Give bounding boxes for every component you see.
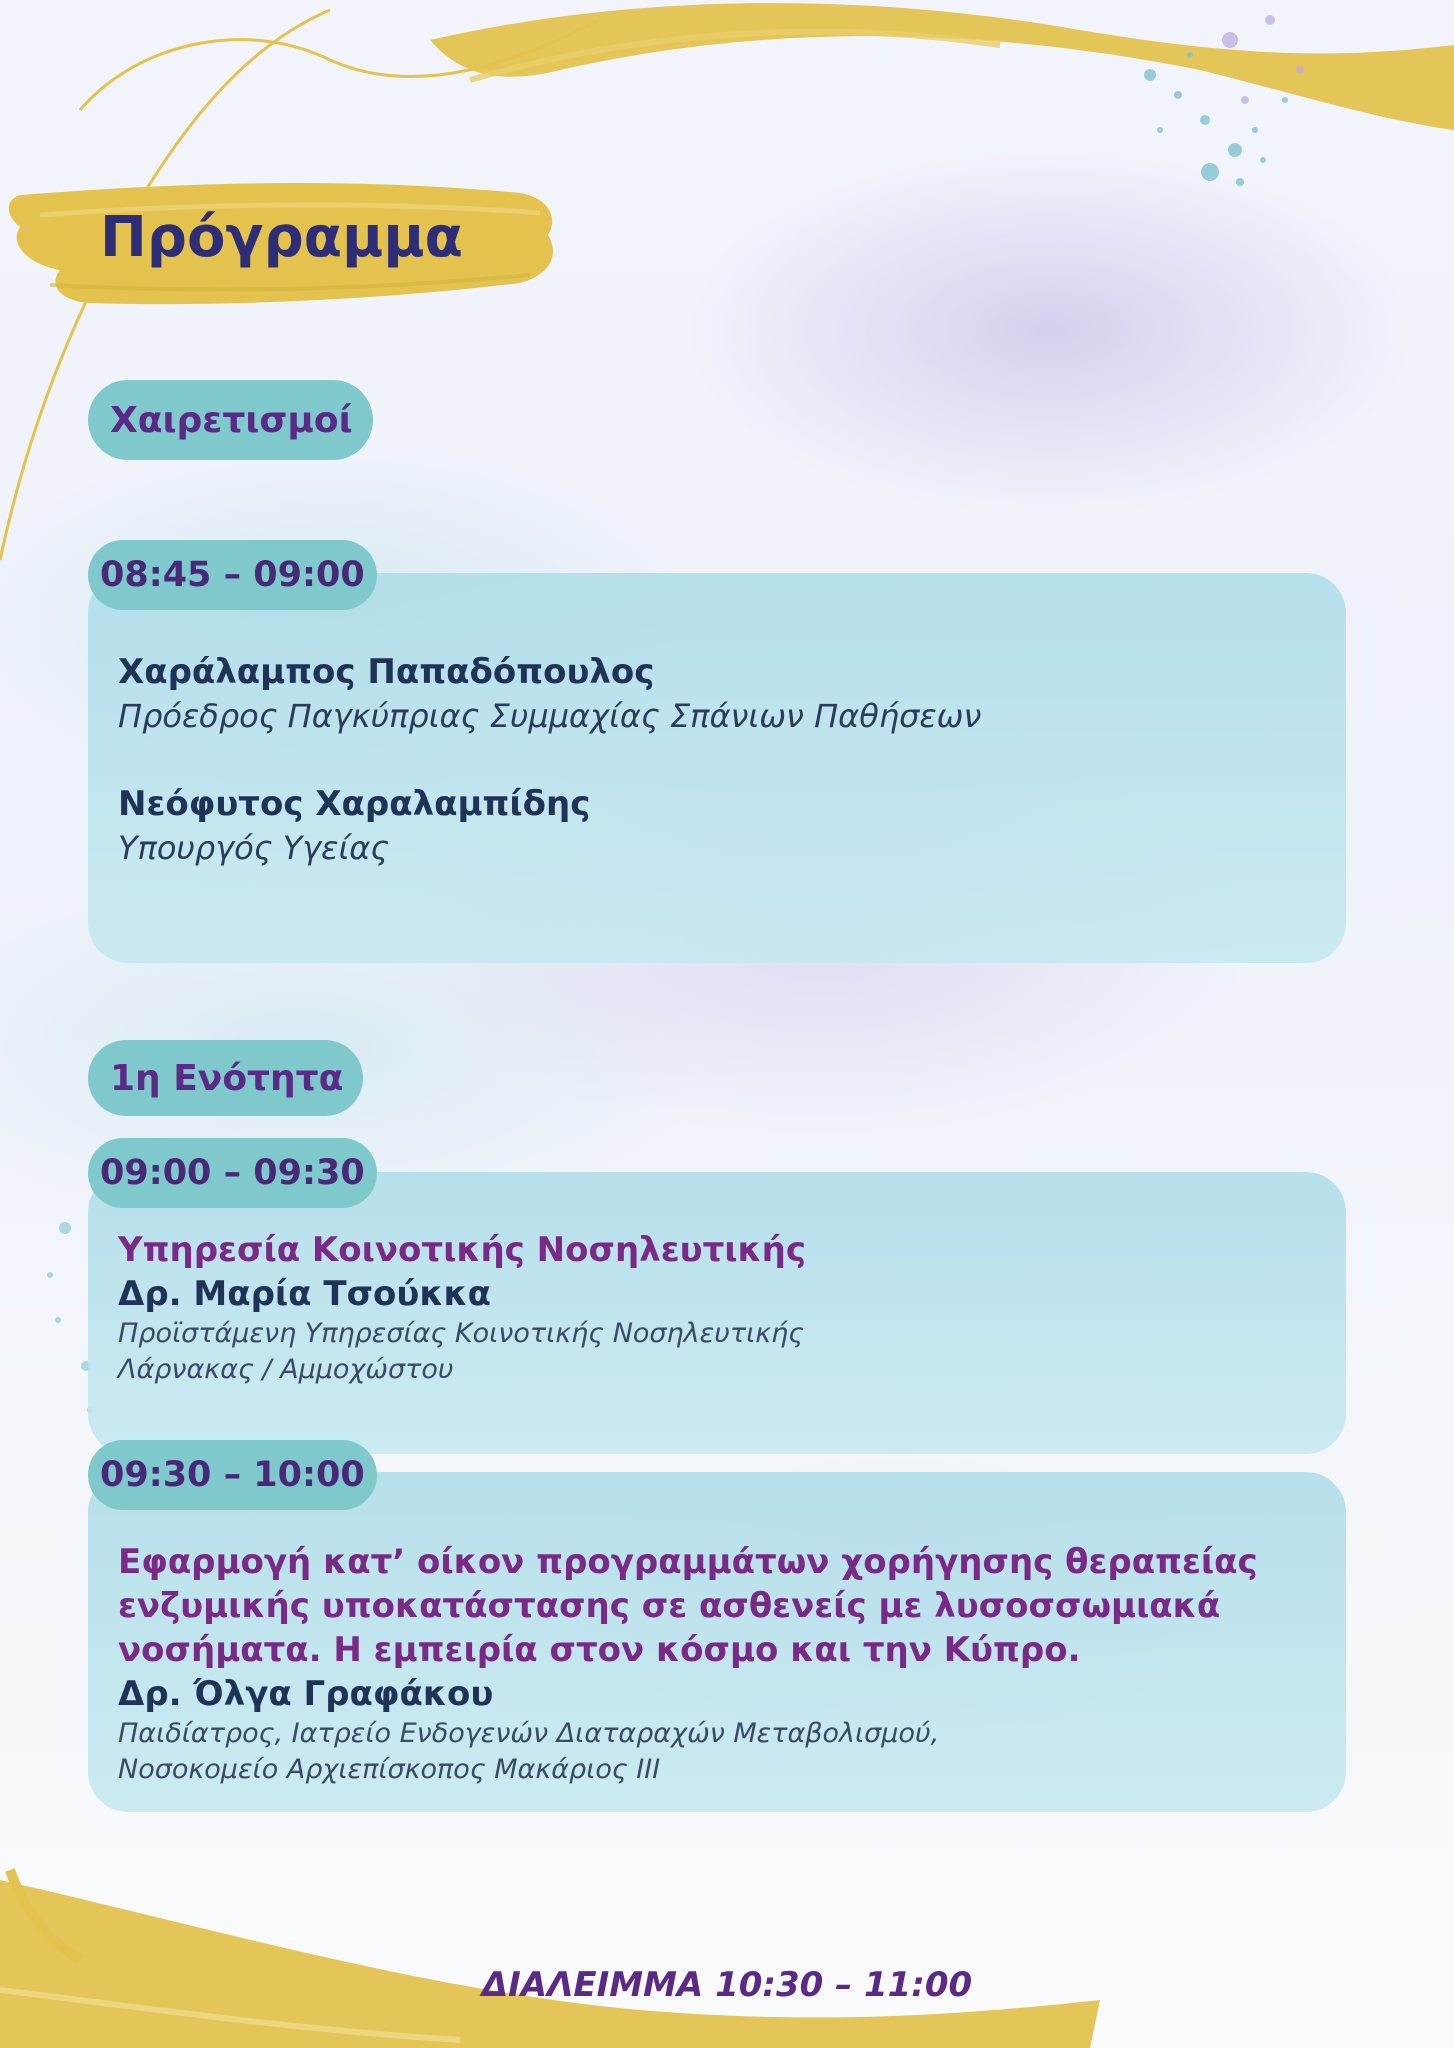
talk-topic: Υπηρεσία Κοινοτικής Νοσηλευτικής [118,1230,807,1270]
time-badge: 09:00 – 09:30 [88,1138,377,1208]
break-notice: ΔΙΑΛΕΙΜΜΑ 10:30 – 11:00 [481,1965,973,2005]
speaker-name: Δρ. Όλγα Γραφάκου [118,1674,494,1714]
time-badge: 08:45 – 09:00 [88,540,377,610]
speaker-name: Νεόφυτος Χαραλαμπίδης [118,784,591,824]
speaker-name: Χαράλαμπος Παπαδόπουλος [118,652,655,692]
talk-details [118,1228,806,1388]
speaker-list [118,650,981,870]
speaker-role: Πρόεδρος Παγκύπριας Συμμαχίας Σπάνιων Παθήσεων [118,697,982,735]
speaker-affiliation: Λάρνακας / Αμμοχώστου [118,1354,454,1385]
gold-brush-stroke-bottom [0,1880,1100,2048]
page-title: Πρόγραμμα [100,205,464,270]
section-label-unit-1: 1η Ενότητα [88,1040,363,1116]
speaker-affiliation: Προϊστάμενη Υπηρεσίας Κοινοτικής Νοσηλευτικής [118,1318,805,1349]
talk-topic: ενζυμικής υποκατάστασης σε ασθενείς με λυσοσσωμιακά [118,1586,1221,1626]
speaker-affiliation: Παιδίατρος, Ιατρείο Ενδογενών Διαταραχών Μεταβολισμού, [118,1718,940,1749]
section-label-greetings: Χαιρετισμοί [88,380,373,460]
speaker-role: Υπουργός Υγείας [118,829,390,867]
talk-topic: νοσήματα. Η εμπειρία στον κόσμο και την Κύπρο. [118,1630,1081,1670]
speaker-name: Δρ. Μαρία Τσούκκα [118,1274,492,1314]
talk-topic: Εφαρμογή κατ’ οίκον προγραμμάτων χορήγησης θεραπείας [118,1542,1258,1582]
time-badge: 09:30 – 10:00 [88,1440,377,1510]
speaker-affiliation: Νοσοκομείο Αρχιεπίσκοπος Μακάριος ΙΙΙ [118,1754,661,1785]
talk-details [118,1540,1258,1788]
